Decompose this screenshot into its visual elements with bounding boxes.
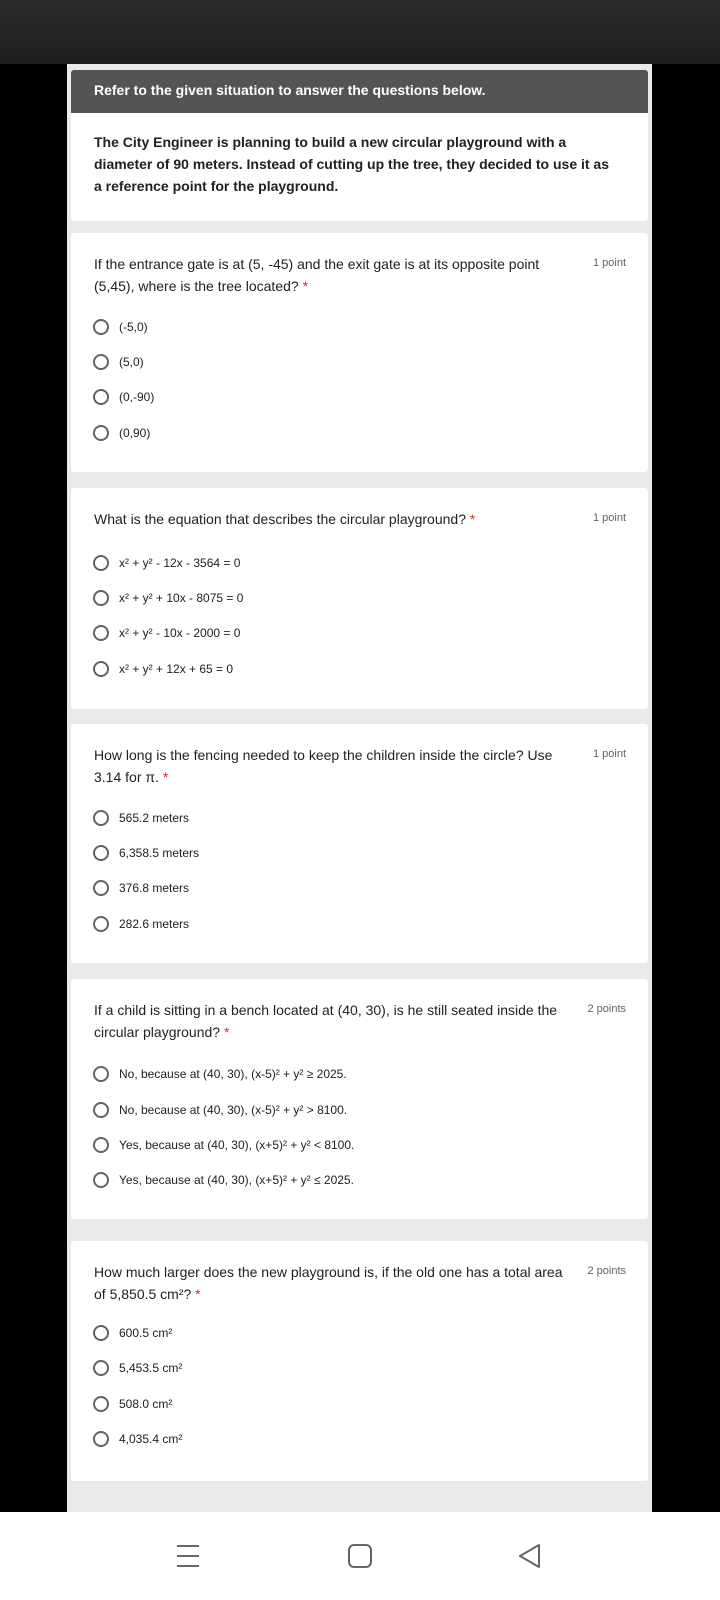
radio-button[interactable] xyxy=(93,916,109,932)
home-icon xyxy=(347,1543,373,1569)
radio-button[interactable] xyxy=(93,1137,109,1153)
points-label: 1 point xyxy=(592,512,626,524)
points-label: 1 point xyxy=(592,748,626,760)
question-text: How long is the fencing needed to keep the children inside the circle? Use 3.14 for π. * xyxy=(94,747,553,785)
radio-button[interactable] xyxy=(93,810,109,826)
points-label: 2 points xyxy=(587,1003,626,1015)
radio-option[interactable]: 282.6 meters xyxy=(93,912,189,936)
question-card-4 xyxy=(71,979,648,1219)
required-mark: * xyxy=(195,1286,201,1302)
radio-option[interactable]: 4,035.4 cm² xyxy=(93,1427,182,1451)
radio-option[interactable]: Yes, because at (40, 30), (x+5)² + y² < 8100. xyxy=(93,1133,354,1157)
navigation-bar xyxy=(0,1512,720,1600)
radio-option[interactable]: 565.2 meters xyxy=(93,806,189,830)
recents-button[interactable] xyxy=(170,1538,206,1574)
radio-button[interactable] xyxy=(93,354,109,370)
radio-button[interactable] xyxy=(93,555,109,571)
radio-option[interactable]: (0,-90) xyxy=(93,385,154,409)
radio-option[interactable]: x² + y² + 10x - 8075 = 0 xyxy=(93,586,243,610)
radio-button[interactable] xyxy=(93,1066,109,1082)
required-mark: * xyxy=(469,511,476,527)
back-icon xyxy=(517,1543,543,1569)
radio-button[interactable] xyxy=(93,845,109,861)
status-bar xyxy=(0,0,720,64)
section-description: The City Engineer is planning to build a new circular playground with a diameter of 90 meters. Instead of cutting up the tree, they decided to use it as a reference point for the playground. xyxy=(71,113,648,221)
question-text: If a child is sitting in a bench located at (40, 30), is he still seated inside the circular playground? * xyxy=(94,1002,558,1040)
question-card-5 xyxy=(71,1241,648,1481)
radio-option[interactable]: (0,90) xyxy=(93,421,150,445)
points-label: 1 point xyxy=(592,257,626,269)
radio-option[interactable]: No, because at (40, 30), (x-5)² + y² > 8100. xyxy=(93,1098,347,1122)
radio-button[interactable] xyxy=(93,319,109,335)
radio-option[interactable]: x² + y² + 12x + 65 = 0 xyxy=(93,657,233,681)
question-text: If the entrance gate is at (5, -45) and the exit gate is at its opposite point (5,45), where is the tree located? * xyxy=(94,256,540,294)
radio-button[interactable] xyxy=(93,590,109,606)
radio-button[interactable] xyxy=(93,1360,109,1376)
radio-button[interactable] xyxy=(93,1431,109,1447)
form-page xyxy=(67,64,652,1512)
question-card-2 xyxy=(71,488,648,709)
required-mark: * xyxy=(162,769,169,785)
points-label: 2 points xyxy=(587,1265,626,1277)
radio-button[interactable] xyxy=(93,425,109,441)
radio-button[interactable] xyxy=(93,661,109,677)
home-button[interactable] xyxy=(342,1538,378,1574)
radio-option[interactable]: 376.8 meters xyxy=(93,876,189,900)
recents-icon xyxy=(176,1543,200,1569)
radio-option[interactable]: Yes, because at (40, 30), (x+5)² + y² ≤ 2025. xyxy=(93,1168,354,1192)
radio-button[interactable] xyxy=(93,1325,109,1341)
question-text: What is the equation that describes the circular playground? * xyxy=(94,511,476,527)
question-card-1 xyxy=(71,233,648,472)
radio-option[interactable]: No, because at (40, 30), (x-5)² + y² ≥ 2025. xyxy=(93,1062,347,1086)
radio-option[interactable]: (5,0) xyxy=(93,350,144,374)
radio-button[interactable] xyxy=(93,625,109,641)
radio-option[interactable]: 600.5 cm² xyxy=(93,1321,172,1345)
back-button[interactable] xyxy=(512,1538,548,1574)
section-header: Refer to the given situation to answer the questions below. xyxy=(71,70,648,113)
radio-button[interactable] xyxy=(93,389,109,405)
radio-option[interactable]: (-5,0) xyxy=(93,315,148,339)
question-card-3 xyxy=(71,724,648,963)
radio-option[interactable]: 6,358.5 meters xyxy=(93,841,199,865)
radio-button[interactable] xyxy=(93,1396,109,1412)
radio-option[interactable]: 508.0 cm² xyxy=(93,1392,172,1416)
question-text: How much larger does the new playground is, if the old one has a total area of 5,850.5 cm²? * xyxy=(94,1264,563,1302)
radio-option[interactable]: 5,453.5 cm² xyxy=(93,1356,182,1380)
radio-option[interactable]: x² + y² - 12x - 3564 = 0 xyxy=(93,551,240,575)
radio-button[interactable] xyxy=(93,880,109,896)
radio-option[interactable]: x² + y² - 10x - 2000 = 0 xyxy=(93,621,240,645)
required-mark: * xyxy=(302,278,309,294)
required-mark: * xyxy=(223,1024,230,1040)
radio-button[interactable] xyxy=(93,1172,109,1188)
radio-button[interactable] xyxy=(93,1102,109,1118)
